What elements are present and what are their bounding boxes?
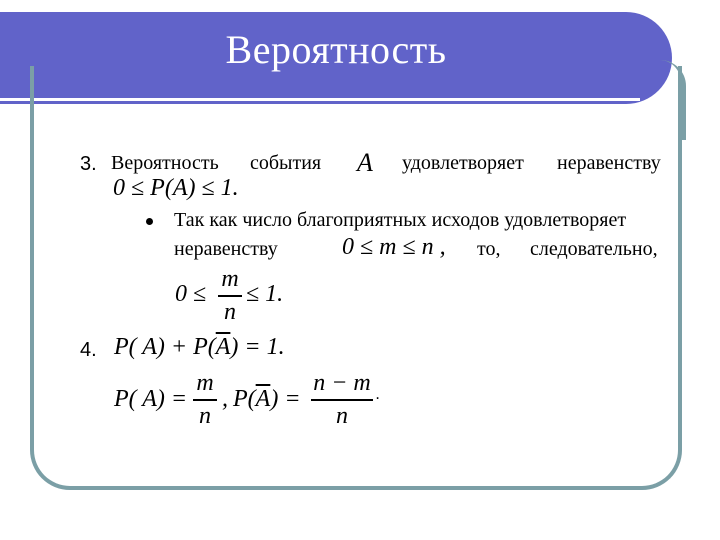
bullet-consequently: следовательно,: [530, 238, 658, 260]
item4-formula-complement: $\overline{A}$: [215, 334, 231, 360]
pnotA-denominator: n: [336, 403, 348, 429]
item3-word-4: неравенству: [557, 152, 661, 174]
item3-word-3: удовлетворяет: [402, 152, 524, 174]
pnotA-left: P(: [233, 386, 256, 412]
pA-denominator: n: [199, 403, 211, 429]
item3-word-2: события: [250, 152, 322, 174]
item3-number: 3.: [80, 153, 97, 175]
item4-formula-right: ) = 1.: [230, 334, 285, 360]
bullet-icon: [146, 218, 153, 225]
bullet-inequality: 0 ≤ m ≤ n ,: [342, 234, 446, 260]
fraction-left: 0 ≤: [175, 281, 207, 307]
item4-formula-left: P( A) + P(: [114, 334, 216, 360]
slide-frame-corner: [660, 60, 686, 140]
pA-fraction-bar: [193, 399, 217, 401]
fraction-right: ≤ 1.: [246, 281, 284, 307]
item4-end-dot: .: [376, 386, 380, 403]
pA-label: P( A) =: [114, 386, 188, 412]
fraction-numerator: m: [221, 266, 239, 292]
item4-number: 4.: [80, 339, 97, 361]
slide-title: Вероятность: [225, 27, 447, 72]
pA-numerator: m: [196, 370, 214, 396]
fraction-bar: [218, 295, 242, 297]
fraction-denominator: n: [224, 299, 236, 325]
pnotA-right: ) =: [270, 386, 301, 412]
fraction-m-over-n: [217, 266, 243, 326]
bullet-line-1: Так как число благоприятных исходов удовлетворяет: [174, 209, 627, 231]
pA-comma: ,: [222, 386, 228, 412]
pnotA-fraction: [310, 370, 374, 430]
item3-inequality: 0 ≤ P(A) ≤ 1.: [113, 175, 239, 201]
bullet-word: неравенству: [174, 238, 278, 260]
item4-formula: [114, 334, 285, 361]
item3-word-1: Вероятность: [111, 152, 219, 174]
pnotA-numerator: n − m: [313, 370, 371, 396]
event-symbol: A: [357, 148, 373, 177]
pnotA-complement: $\overline{A}$: [255, 386, 271, 412]
pA-fraction: [192, 370, 218, 430]
pnotA-label: [233, 386, 301, 413]
bullet-to: то,: [477, 238, 501, 260]
pnotA-fraction-bar: [311, 399, 373, 401]
